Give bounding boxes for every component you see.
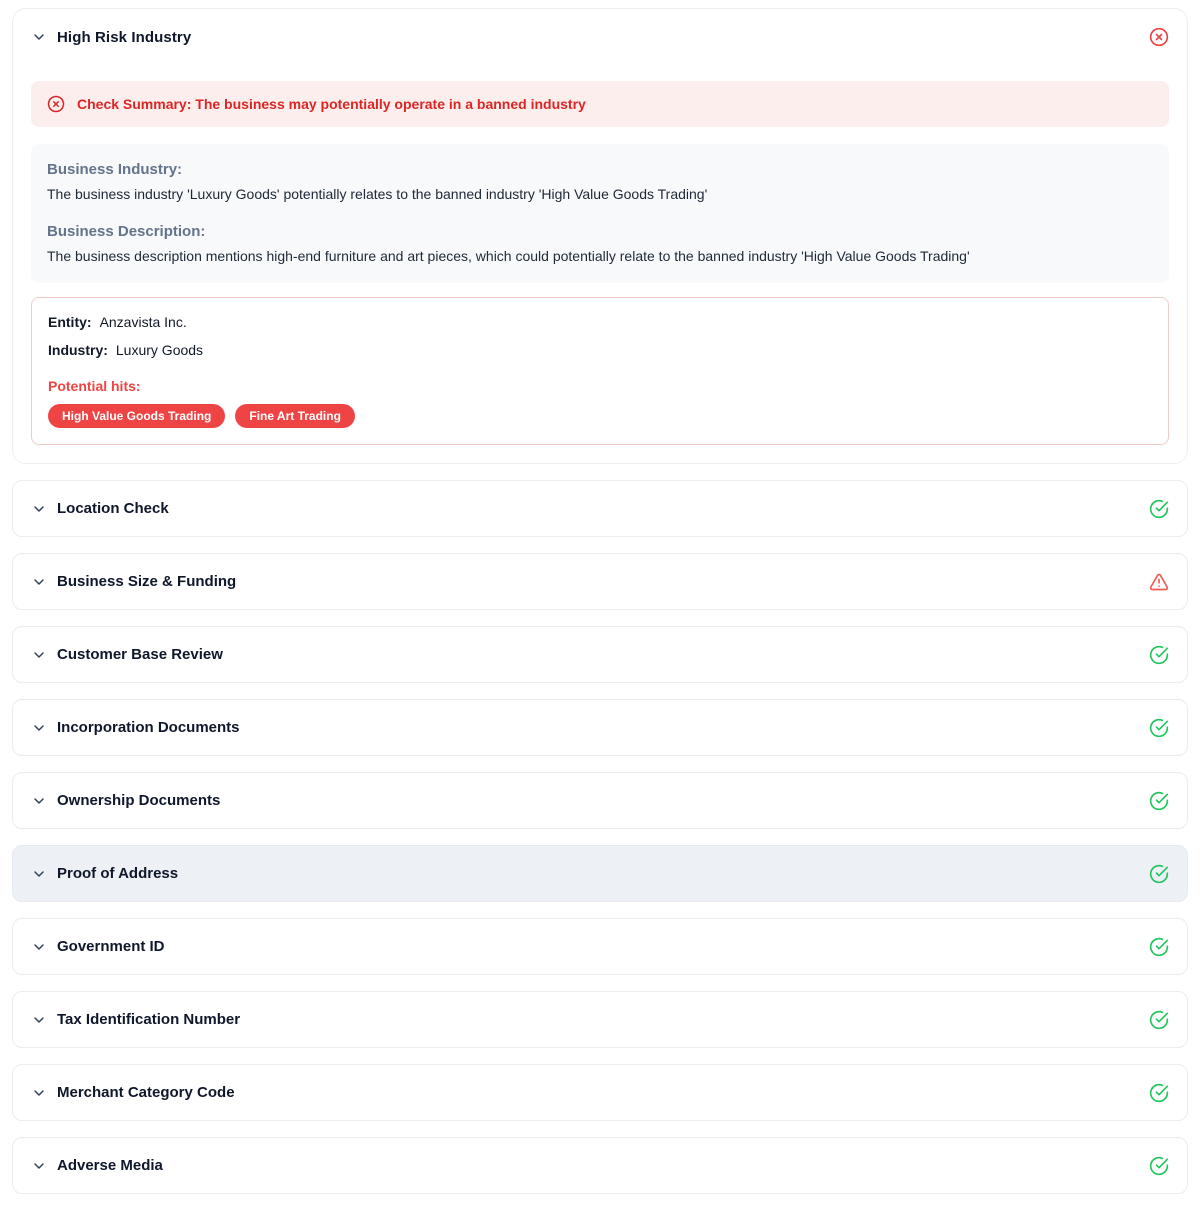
industry-label: Industry:: [48, 342, 108, 359]
chevron-down-icon: [31, 574, 47, 590]
check-summary-text: Check Summary: The business may potentially operate in a banned industry: [77, 96, 586, 112]
chevron-down-icon: [31, 720, 47, 736]
industry-line: [48, 342, 1152, 358]
industry-value: Luxury Goods: [115, 342, 204, 359]
check-row-title: Business Size & Funding: [57, 573, 237, 591]
check-row-title: Merchant Category Code: [57, 1084, 235, 1102]
check-row-title: Location Check: [57, 500, 169, 518]
entity-label: Entity:: [48, 314, 92, 331]
check-row-title: Customer Base Review: [57, 646, 223, 664]
check-circle-icon: [1149, 499, 1169, 519]
alert-triangle-icon: [1149, 572, 1169, 592]
chevron-down-icon: [31, 29, 47, 45]
detail-business-industry: [47, 161, 1153, 205]
check-section-high-risk-industry: [12, 8, 1188, 464]
check-row-title: Government ID: [57, 938, 165, 956]
section-header-high-risk-industry[interactable]: [31, 9, 1169, 47]
check-row[interactable]: [12, 480, 1188, 537]
chevron-down-icon: [31, 647, 47, 663]
entity-card: [31, 297, 1169, 445]
check-row[interactable]: [12, 1137, 1188, 1194]
check-circle-icon: [1149, 1010, 1169, 1030]
potential-hit-pill: High Value Goods Trading: [48, 404, 225, 428]
check-row[interactable]: [12, 991, 1188, 1048]
check-row-title: Proof of Address: [57, 865, 179, 883]
check-circle-icon: [1149, 1083, 1169, 1103]
check-row[interactable]: [12, 1064, 1188, 1121]
check-row[interactable]: [12, 772, 1188, 829]
potential-hit-pill: Fine Art Trading: [235, 404, 355, 428]
chevron-down-icon: [31, 939, 47, 955]
check-row[interactable]: [12, 553, 1188, 610]
check-circle-icon: [1149, 645, 1169, 665]
detail-label: Business Description:: [47, 222, 206, 240]
check-row[interactable]: [12, 699, 1188, 756]
detail-business-description: [47, 223, 1153, 267]
chevron-down-icon: [31, 866, 47, 882]
check-row-title: Tax Identification Number: [57, 1011, 241, 1029]
check-circle-icon: [1149, 718, 1169, 738]
chevron-down-icon: [31, 1012, 47, 1028]
check-row[interactable]: [12, 845, 1188, 902]
detail-label: Business Industry:: [47, 161, 183, 178]
check-summary-banner: [31, 81, 1169, 127]
entity-value: Anzavista Inc.: [99, 314, 187, 331]
x-circle-icon: [1149, 27, 1169, 47]
detail-text: The business industry 'Luxury Goods' potentially relates to the banned industry 'High Value Goods Trading': [47, 186, 708, 202]
check-row[interactable]: [12, 626, 1188, 683]
entity-line: [48, 314, 1152, 330]
x-circle-icon: [47, 95, 65, 113]
chevron-down-icon: [31, 1085, 47, 1101]
chevron-down-icon: [31, 793, 47, 809]
check-row-title: Incorporation Documents: [57, 719, 240, 737]
check-row-title: Ownership Documents: [57, 792, 221, 810]
check-circle-icon: [1149, 791, 1169, 811]
detail-text: The business description mentions high-end furniture and art pieces, which could potentially relate to the banned industry 'High Value Goods Trading': [47, 247, 970, 264]
section-title: High Risk Industry: [57, 28, 192, 46]
potential-hits-row: [48, 404, 1152, 428]
check-rows: [12, 480, 1188, 1194]
check-circle-icon: [1149, 937, 1169, 957]
potential-hits-label: Potential hits:: [48, 378, 141, 395]
check-row-title: Adverse Media: [57, 1157, 163, 1175]
details-card: [31, 144, 1169, 283]
check-circle-icon: [1149, 864, 1169, 884]
chevron-down-icon: [31, 501, 47, 517]
check-row[interactable]: [12, 918, 1188, 975]
check-circle-icon: [1149, 1156, 1169, 1176]
chevron-down-icon: [31, 1158, 47, 1174]
